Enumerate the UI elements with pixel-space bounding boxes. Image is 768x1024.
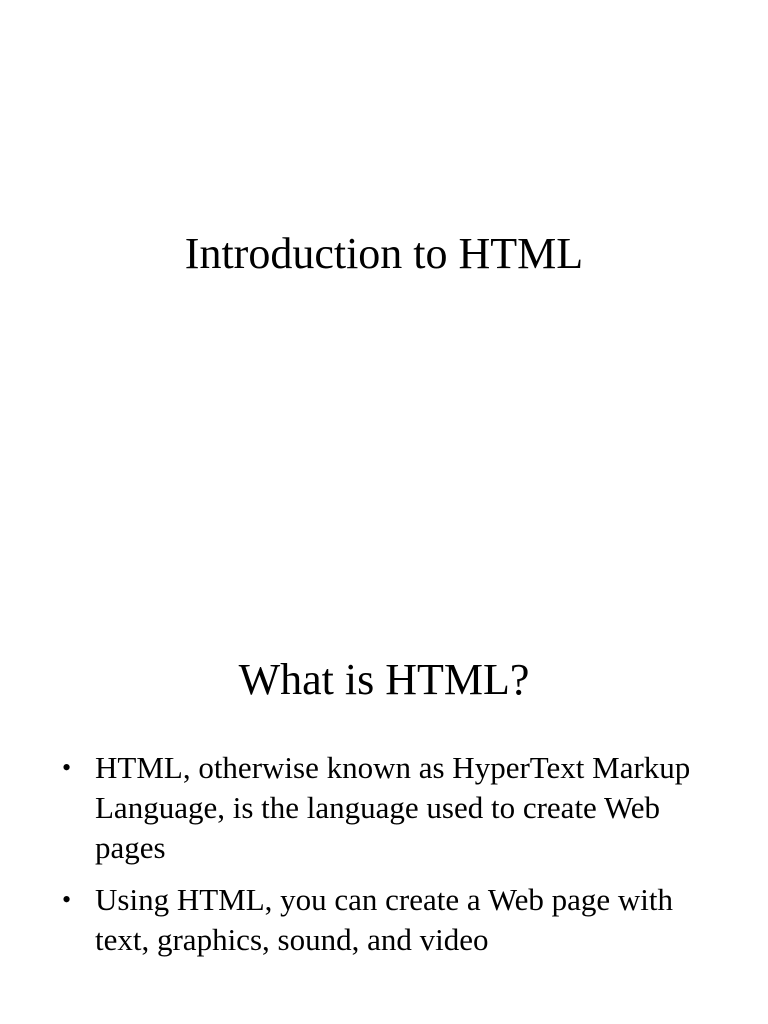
bullet-text: HTML, otherwise known as HyperText Markup Language, is the language used to create Web pages [95, 750, 691, 865]
bullet-icon: • [62, 885, 72, 914]
slide-what-is-html [0, 512, 768, 1024]
slide-heading: What is HTML? [238, 655, 530, 704]
bullet-icon: • [62, 753, 72, 782]
bullet-text: Using HTML, you can create a Web page with text, graphics, sound, and video [95, 882, 673, 957]
bullet-item [60, 748, 700, 868]
bullet-list [60, 748, 700, 972]
bullet-item [60, 880, 700, 960]
slide-title-heading: Introduction to HTML [184, 229, 584, 278]
